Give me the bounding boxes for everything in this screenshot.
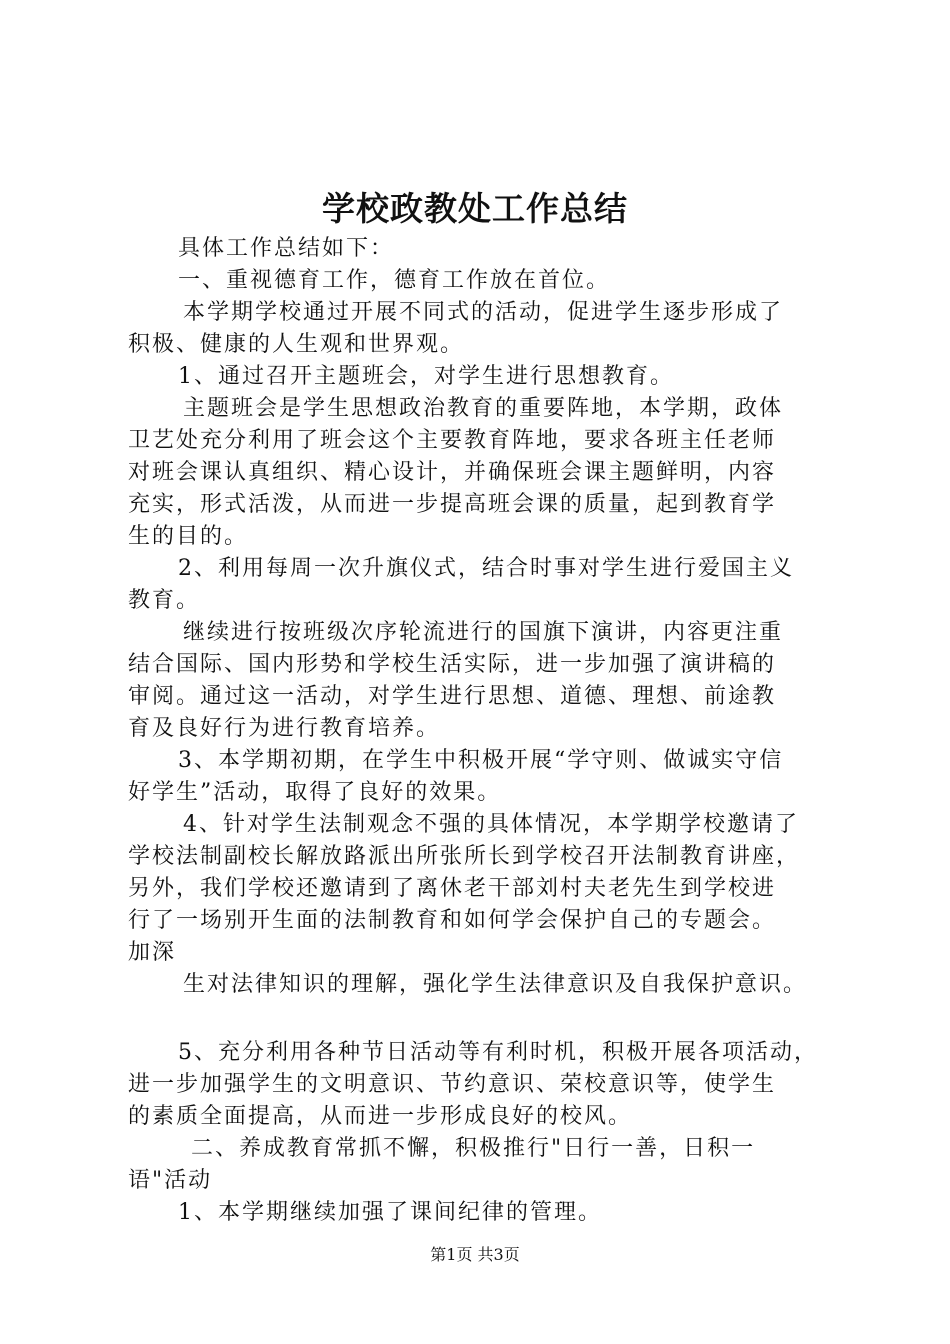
paragraph-line: 本学期学校通过开展不同式的活动，促进学生逐步形成了 (183, 300, 784, 325)
list-item-heading: 3、本学期初期，在学生中积极开展“学守则、做诚实守信 (178, 748, 784, 773)
paragraph-line: 结合国际、国内形势和学校生活实际，进一步加强了演讲稿的 (128, 652, 777, 677)
paragraph-line: 教育。 (128, 588, 201, 613)
paragraph-line: 好学生”活动，取得了良好的效果。 (128, 780, 502, 805)
list-item-heading: 5、充分利用各种节日活动等有利时机，积极开展各项活动， (178, 1040, 818, 1065)
document-title: 学校政教处工作总结 (322, 189, 628, 228)
paragraph-line: 的素质全面提高，从而进一步形成良好的校风。 (128, 1104, 633, 1129)
section-heading: 二、养成教育常抓不懈，积极推行"日行一善，日积一 (191, 1136, 756, 1161)
paragraph-line: 审阅。通过这一活动，对学生进行思想、道德、理想、前途教 (128, 684, 777, 709)
paragraph-line: 充实，形式活泼，从而进一步提高班会课的质量，起到教育学 (128, 492, 777, 517)
paragraph-line: 对班会课认真组织、精心设计，并确保班会课主题鲜明，内容 (128, 460, 777, 485)
paragraph-line: 学校法制副校长解放路派出所张所长到学校召开法制教育讲座， (128, 844, 801, 869)
paragraph-line: 育及良好行为进行教育培养。 (128, 716, 441, 741)
paragraph-line: 语"活动 (128, 1168, 213, 1193)
list-item-heading: 1、本学期继续加强了课间纪律的管理。 (178, 1200, 602, 1225)
blank-line (128, 1001, 850, 1037)
paragraph-line: 行了一场别开生面的法制教育和如何学会保护自己的专题会。 (128, 908, 777, 933)
section-heading: 一、重视德育工作，德育工作放在首位。 (178, 268, 611, 293)
paragraph-line: 加深 (128, 940, 177, 965)
list-item-heading: 4、针对学生法制观念不强的具体情况，本学期学校邀请了 (183, 812, 799, 837)
paragraph-line: 进一步加强学生的文明意识、节约意识、荣校意识等，使学生 (128, 1072, 777, 1097)
paragraph-line: 生的目的。 (128, 524, 249, 549)
paragraph-line: 积极、健康的人生观和世界观。 (128, 332, 465, 357)
paragraph-line: 具体工作总结如下： (178, 236, 395, 261)
paragraph-line: 另外，我们学校还邀请到了离休老干部刘村夫老先生到学校进 (128, 876, 777, 901)
paragraph-line: 主题班会是学生思想政治教育的重要阵地，本学期，政体 (183, 396, 784, 421)
paragraph-line: 卫艺处充分利用了班会这个主要教育阵地，要求各班主任老师 (128, 428, 777, 453)
list-item-heading: 1、通过召开主题班会，对学生进行思想教育。 (178, 364, 674, 389)
paragraph-line: 生对法律知识的理解，强化学生法律意识及自我保护意识。 (183, 972, 808, 997)
page-number-footer: 第1页 共3页 (430, 1245, 520, 1264)
paragraph-line: 继续进行按班级次序轮流进行的国旗下演讲，内容更注重 (183, 620, 784, 645)
document-body (128, 233, 850, 1229)
list-item-heading: 2、利用每周一次升旗仪式，结合时事对学生进行爱国主义 (178, 556, 794, 581)
